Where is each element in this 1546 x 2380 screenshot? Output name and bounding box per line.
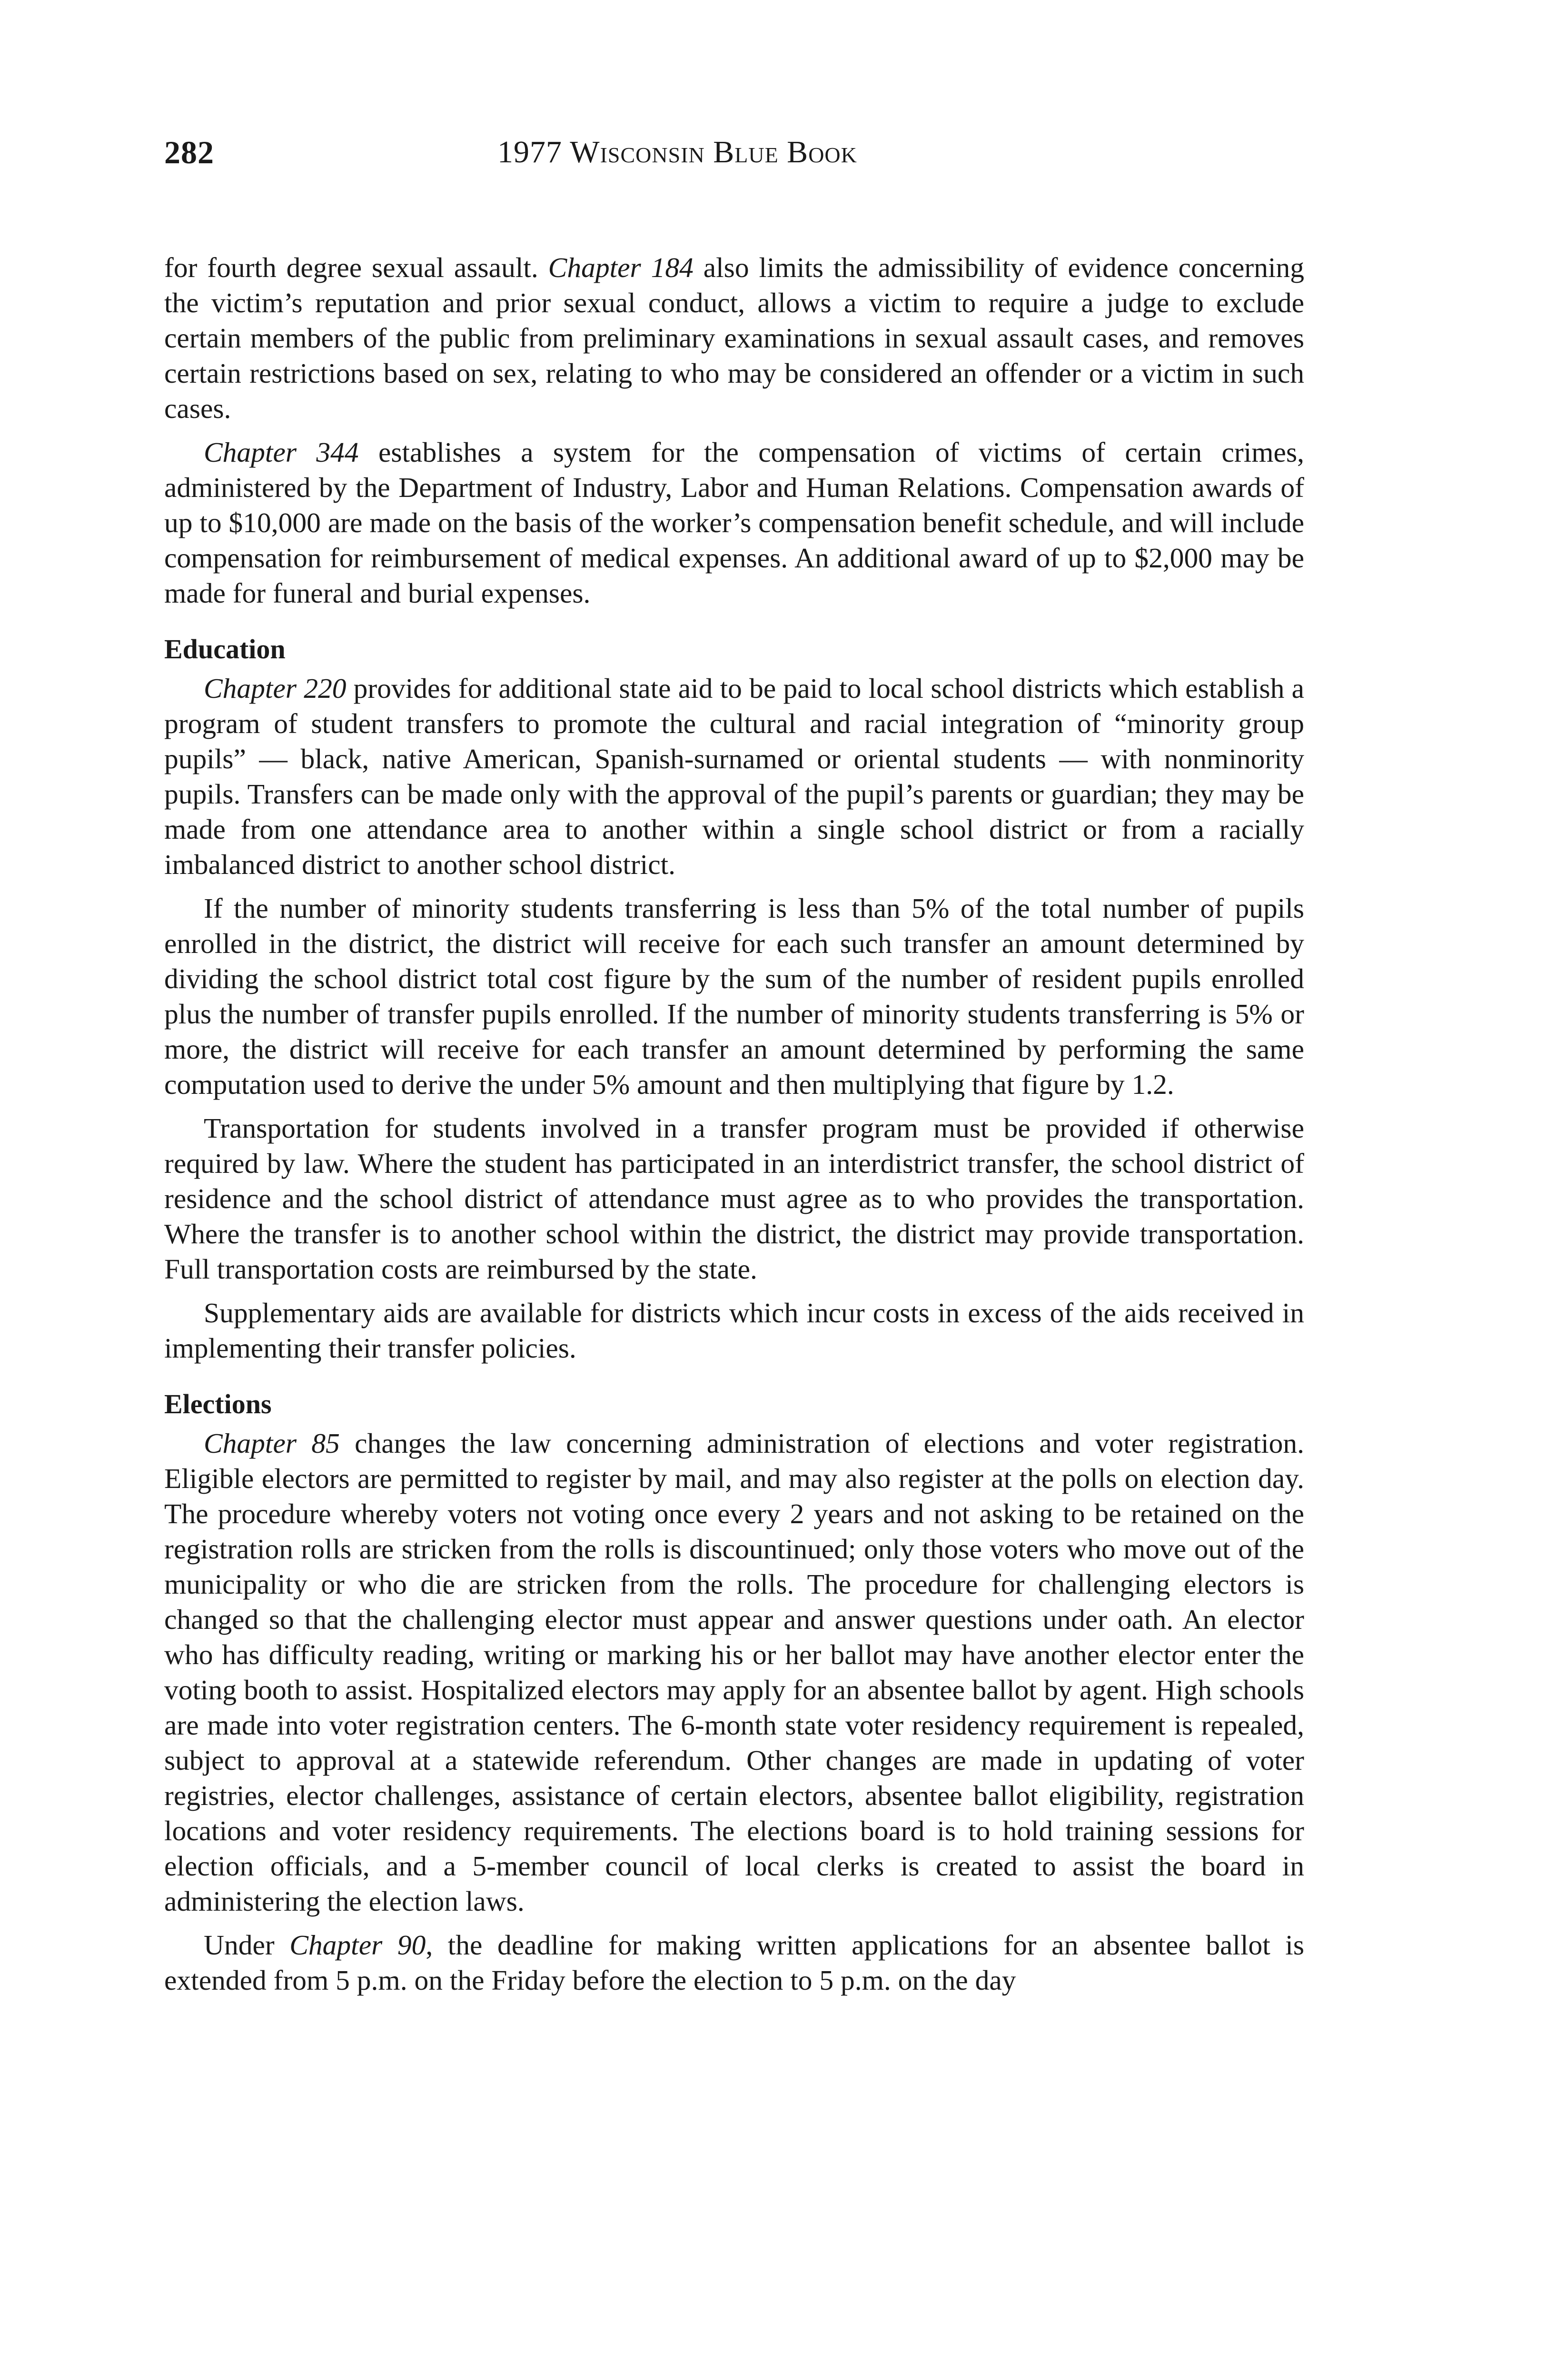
paragraph-2 bbox=[164, 435, 1304, 611]
paragraph-6: Supplementary aids are available for districts which incur costs in excess of the aids received in implementing their transfer policies. bbox=[164, 1297, 1304, 1364]
section-heading-education: Education bbox=[164, 634, 286, 664]
paragraph-1 bbox=[164, 250, 1304, 426]
paragraph-3-text: provides for additional state aid to be paid to local school districts which establish a program of student transfers to promote the cultural and racial integration of “minority group pupils” — black, native American, Spanish-surnamed or oriental students — with nonminority pupils. Transfers can be made only with the approval of the pupil’s parents or guardian; they may be made from one attendance area to another within a single school district or from a racially imbalanced district to another school district. bbox=[164, 673, 1304, 880]
chapter-ref-220: Chapter 220 bbox=[204, 673, 347, 704]
running-title: 1977 Wisconsin Blue Book bbox=[497, 135, 857, 169]
paragraph-7 bbox=[164, 1426, 1304, 1919]
chapter-ref-184: Chapter 184 bbox=[548, 252, 694, 283]
paragraph-1-lead: for fourth degree sexual assault. bbox=[164, 252, 548, 283]
paragraph-7-text: changes the law concerning administration of elections and voter registration. Eligible electors are permitted to register by mail, and may also register at the polls on election day. The procedure whereby voters not voting once every 2 years and not asking to be retained on the registration rolls are stricken from the rolls is discountinued; only those voters who move out of the municipality or who die are stricken from the rolls. The procedure for challenging electors is changed so that the challenging elector must appear and answer questions under oath. An elector who has difficulty reading, writing or marking his or her ballot may have another elector enter the voting booth to assist. Hospitalized electors may apply for an absentee ballot by agent. High schools are made into voter registration centers. The 6-month state voter residency requirement is repealed, subject to approval at a statewide referendum. Other changes are made in updating of voter registries, elector challenges, assistance of certain electors, absentee ballot eligibility, registration locations and voter residency requirements. The elections board is to hold training sessions for election officials, and a 5-member council of local clerks is created to assist the board in administering the election laws. bbox=[164, 1428, 1305, 1917]
chapter-ref-90: Chapter 90 bbox=[289, 1929, 426, 1961]
chapter-ref-344: Chapter 344 bbox=[204, 436, 359, 468]
paragraph-5: Transportation for students involved in a transfer program must be provided if otherwise required by law. Where the student has participated in an interdistrict transfer, the school district of residence and the school district of attendance must agree as to who provides the transportation. Where the transfer is to another school within the district, the district may provide transportation. Full transportation costs are reimbursed by the state. bbox=[164, 1112, 1304, 1285]
paragraph-8-text: , the deadline for making written applications for an absentee ballot is extended from 5 p.m. on the Friday before the election to 5 p.m. on the day bbox=[164, 1929, 1304, 1996]
paragraph-1-text: also limits the admissibility of evidence concerning the victim’s reputation and prior sexual conduct, allows a victim to require a judge to exclude certain members of the public from preliminary examinations in sexual assault cases, and removes certain restrictions based on sex, relating to who may be considered an offender or a victim in such cases. bbox=[164, 252, 1304, 424]
paragraph-2-text: establishes a system for the compensation of victims of certain crimes, administered by the Department of Industry, Labor and Human Relations. Compensation awards of up to $10,000 are made on the basis of the worker’s compensation benefit schedule, and will include compensation for reimbursement of medical expenses. An additional award of up to $2,000 may be made for funeral and burial expenses. bbox=[164, 436, 1304, 609]
chapter-ref-85: Chapter 85 bbox=[204, 1428, 340, 1459]
paragraph-4: If the number of minority students transferring is less than 5% of the total number of pupils enrolled in the district, the district will receive for each such transfer an amount determined by dividing the school district total cost figure by the sum of the number of resident pupils enrolled plus the number of transfer pupils enrolled. If the number of minority students transferring is 5% or more, the district will receive for each transfer an amount determined by performing the same computation used to derive the under 5% amount and then multiplying that figure by 1.2. bbox=[164, 892, 1304, 1100]
paragraph-8 bbox=[164, 1927, 1304, 1998]
page-header bbox=[164, 129, 1307, 181]
page-number: 282 bbox=[164, 134, 214, 170]
paragraph-3 bbox=[164, 671, 1304, 882]
body-text bbox=[164, 250, 1304, 1998]
paragraph-8-lead: Under bbox=[204, 1929, 290, 1961]
section-heading-elections: Elections bbox=[164, 1388, 272, 1419]
